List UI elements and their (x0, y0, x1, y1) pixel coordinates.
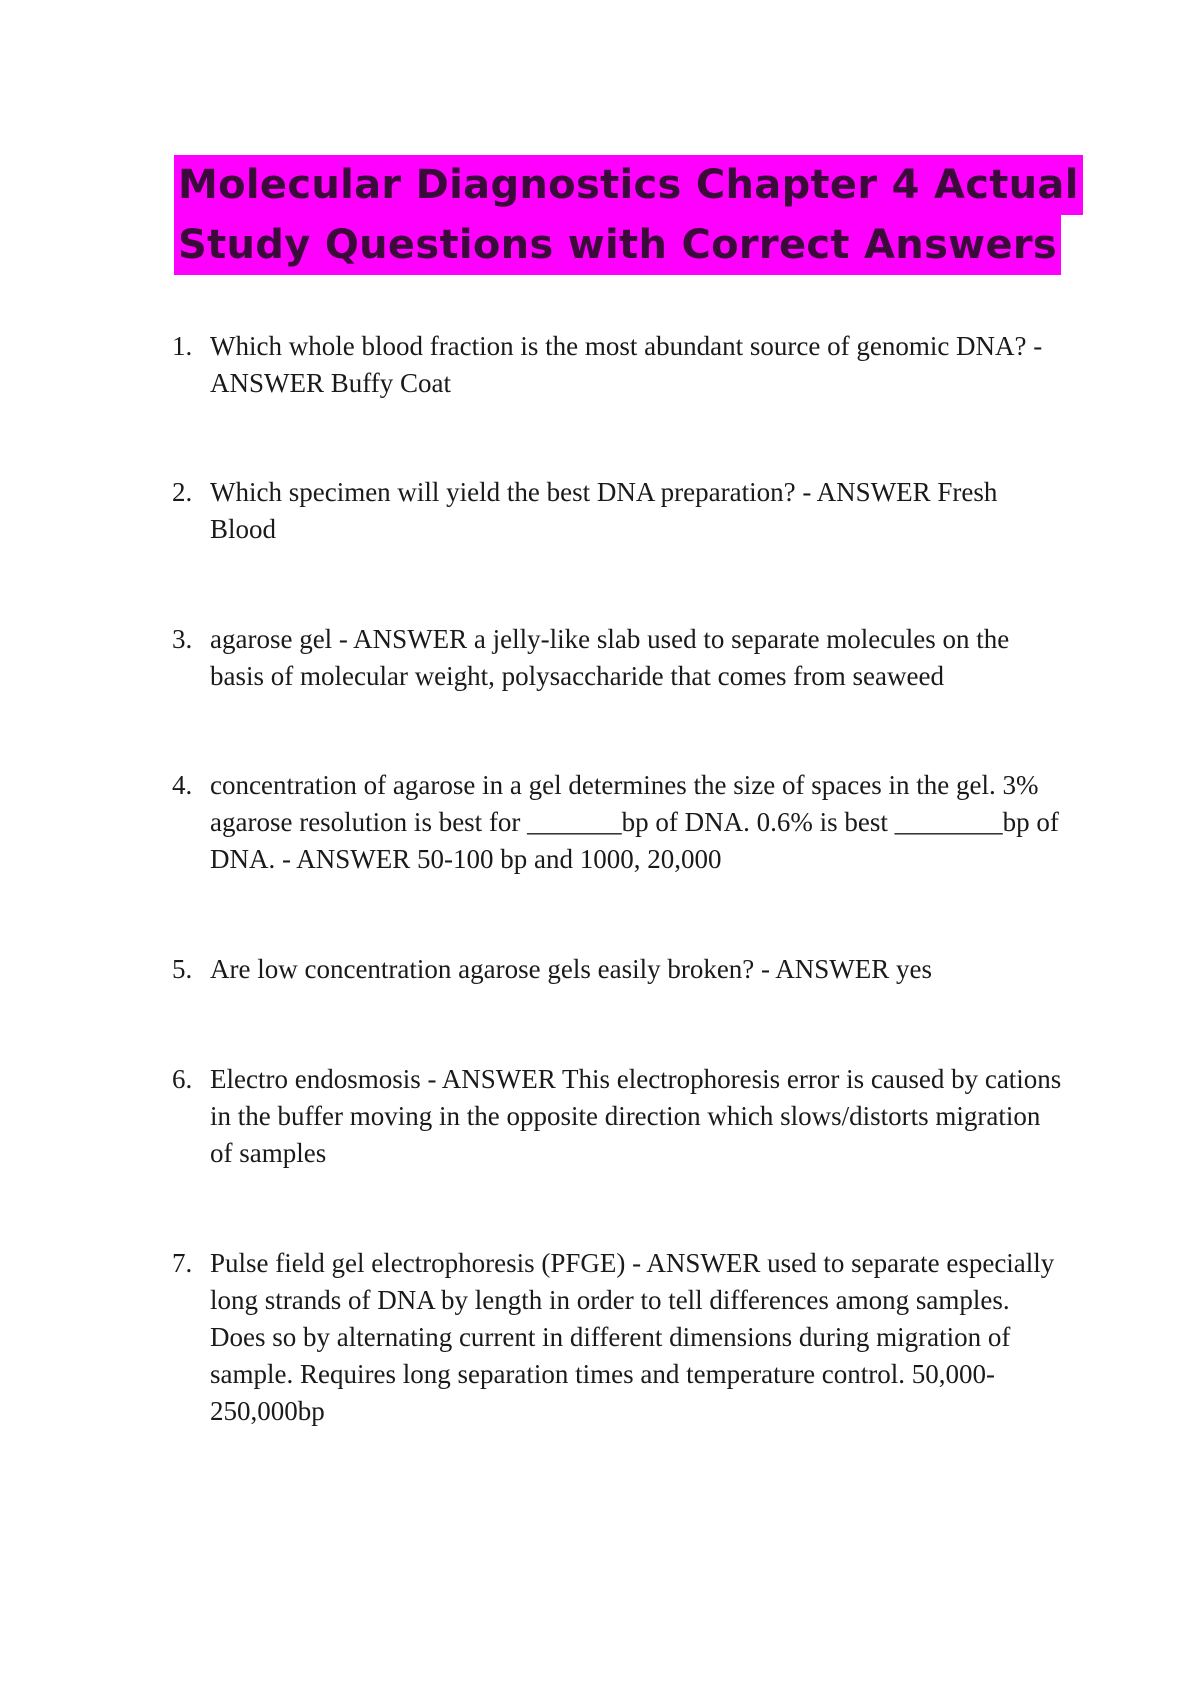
question-text: Are low concentration agarose gels easily broken? - ANSWER yes (210, 954, 933, 984)
question-text: Which whole blood fraction is the most abundant source of genomic DNA? - ANSWER Buffy Coat (210, 331, 1043, 398)
question-item-1 (172, 328, 1072, 402)
question-item-4 (172, 767, 1072, 878)
question-number: 3. (172, 624, 193, 654)
question-item-2 (172, 474, 1072, 548)
question-text: Pulse field gel electrophoresis (PFGE) - ANSWER used to separate especially long strands of DNA by length in order to tell differences among samples. Does so by alternating current in different dimensions during migration of sample. Requires long separation times and temperature control. 50,000-250,000bp (210, 1248, 1055, 1426)
question-item-7 (172, 1245, 1072, 1430)
document-title (174, 155, 1079, 275)
question-text: Electro endosmosis - ANSWER This electrophoresis error is caused by cations in the buffer moving in the opposite direction which slows/distorts migration of samples (210, 1064, 1062, 1168)
question-text: concentration of agarose in a gel determines the size of spaces in the gel. 3% agarose resolution is best for _______bp of DNA. 0.6% is best ________bp of DNA. - ANSWER 50-100 bp and 1000, 20,000 (210, 770, 1059, 874)
question-item-3 (172, 621, 1072, 695)
title-line-1: Molecular Diagnostics Chapter 4 Actual (174, 155, 1083, 215)
title-line-2: Study Questions with Correct Answers (174, 215, 1061, 275)
question-number: 1. (172, 331, 193, 361)
question-number: 4. (172, 770, 193, 800)
question-item-6 (172, 1061, 1072, 1172)
question-text: Which specimen will yield the best DNA preparation? - ANSWER Fresh Blood (210, 477, 998, 544)
question-number: 2. (172, 477, 193, 507)
question-number: 7. (172, 1248, 193, 1278)
question-text: agarose gel - ANSWER a jelly-like slab used to separate molecules on the basis of molecular weight, polysaccharide that comes from seaweed (210, 624, 1010, 691)
question-number: 6. (172, 1064, 193, 1094)
question-number: 5. (172, 954, 193, 984)
question-item-5 (172, 951, 1072, 988)
